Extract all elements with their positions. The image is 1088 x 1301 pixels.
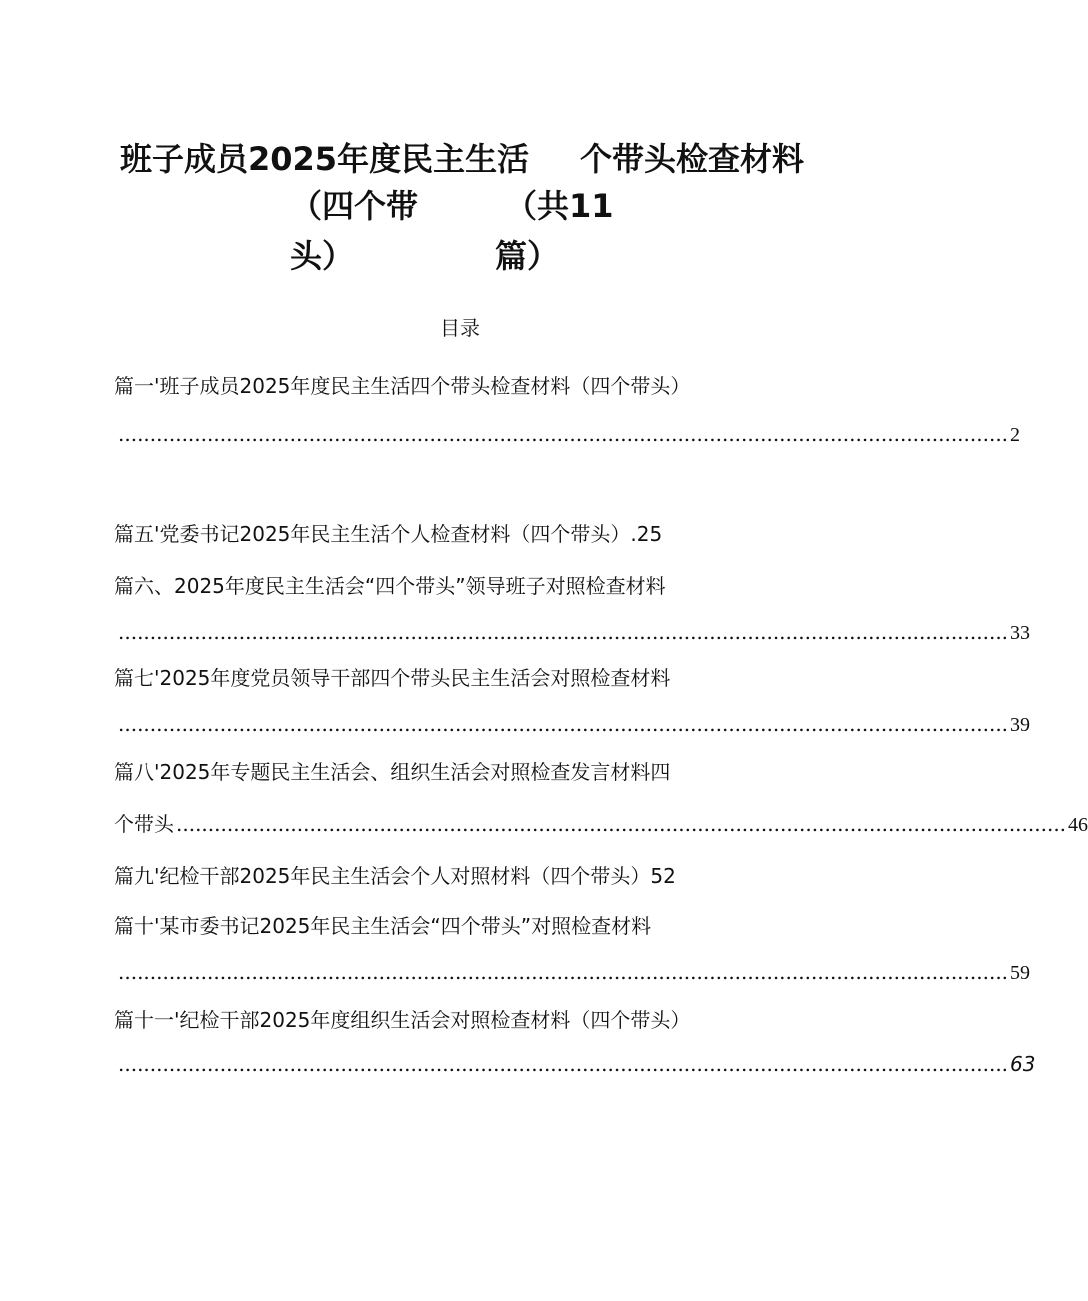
toc-entry-8-leader	[118, 1052, 1036, 1076]
toc-entry-8-title[interactable]: 篇十一'纪检干部2025年度组织生活会对照检查材料（四个带头）	[114, 1008, 691, 1032]
toc-entry-7-title[interactable]: 篇十'某市委书记2025年民主生活会“四个带头”对照检查材料	[114, 914, 652, 938]
title-line1-left: 班子成员2025年度民主生活	[120, 140, 530, 178]
toc-entry-2-title[interactable]: 篇五'党委书记2025年民主生活个人检查材料（四个带头）.25	[114, 522, 663, 546]
toc-entry-5-title[interactable]: 篇八'2025年专题民主生活会、组织生活会对照检查发言材料四	[114, 760, 671, 784]
toc-entry-7-leader	[118, 960, 1031, 984]
toc-entry-3-title[interactable]: 篇六、2025年度民主生活会“四个带头”领导班子对照检查材料	[114, 574, 666, 598]
toc-entry-3-leader	[118, 620, 1031, 644]
title-line3-right: 篇）	[495, 237, 560, 275]
toc-entry-1-page: 2	[1010, 424, 1021, 446]
toc-entry-5-page: 46	[1068, 814, 1088, 836]
toc-entry-4-title[interactable]: 篇七'2025年度党员领导干部四个带头民主生活会对照检查材料	[114, 666, 671, 690]
toc-dot-leader: ............................................................................................................................................	[118, 422, 1009, 446]
title-line2-left: （四个带	[290, 187, 419, 225]
toc-dot-leader: ............................................................................................................................................	[176, 812, 1067, 836]
toc-entry-1-leader	[118, 422, 1021, 446]
toc-entry-8-page: 63	[1010, 1052, 1036, 1076]
title-line2-right: （共11	[505, 187, 614, 225]
toc-entry-4-leader	[118, 712, 1031, 736]
title-line1-right: 个带头检查材料	[580, 140, 805, 178]
toc-entry-7-page: 59	[1010, 962, 1031, 984]
toc-heading: 目录	[440, 316, 480, 340]
toc-entry-1-title[interactable]: 篇一'班子成员2025年度民主生活四个带头检查材料（四个带头）	[114, 374, 691, 398]
toc-dot-leader: ............................................................................................................................................	[118, 960, 1009, 984]
toc-entry-6-title[interactable]: 篇九'纪检干部2025年民主生活会个人对照材料（四个带头）52	[114, 864, 676, 888]
toc-entry-5-leader	[114, 812, 1088, 836]
toc-entry-3-page: 33	[1010, 622, 1031, 644]
toc-dot-leader: ............................................................................................................................................	[118, 1052, 1009, 1076]
toc-entry-4-page: 39	[1010, 714, 1031, 736]
toc-dot-leader: ............................................................................................................................................	[118, 712, 1009, 736]
toc-entry-5-continuation: 个带头	[114, 812, 174, 836]
title-line3-left: 头）	[290, 237, 355, 275]
toc-dot-leader: ............................................................................................................................................	[118, 620, 1009, 644]
